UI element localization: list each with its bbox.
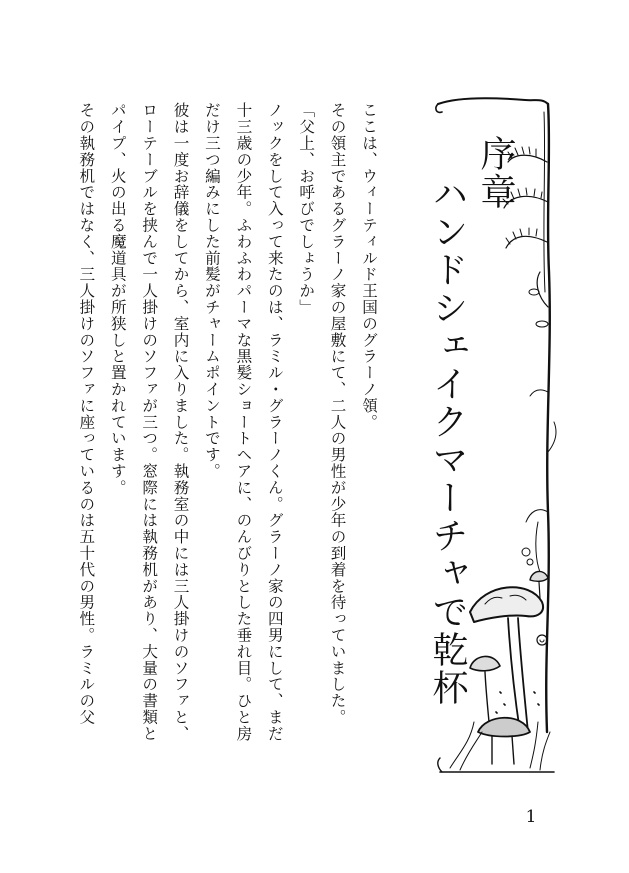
- paragraph: ノックをして入って来たのは、ラミル・グラーノくん。グラーノ家の四男にして、まだ十三歳の少年。ふわふわパーマな黒髪ショートヘアに、のんびりとした垂れ目。ひと房だけ三つ編みにした前髪がチャームポイントです。: [202, 102, 284, 742]
- chapter-label: 序章: [475, 135, 516, 211]
- paragraph: その領主であるグラーノ家の屋敷にて、二人の男性が少年の到着を待っていました。: [328, 102, 347, 726]
- paragraph: ここは、ウィーティルド王国のグラーノ領。: [360, 102, 378, 430]
- paragraph: その執務机ではなく、三人掛けのソファに座っているのは五十代の男性。ラミルの父: [77, 102, 96, 726]
- paragraph: 彼は一度お辞儀をしてから、室内に入りました。執務室の中には三人掛けのソファと、ローテーブルを挟んで一人掛けのソファが三つ。窓際には執務机があり、大量の書類とパイプ、火の出る魔道具が所狭しと置かれています。: [108, 102, 190, 742]
- body-text: [0, 102, 384, 757]
- page-number: 1: [525, 807, 537, 827]
- paragraph: 「父上、お呼びでしょうか」: [297, 102, 316, 316]
- mushroom-vine-illustration: [430, 92, 560, 782]
- chapter-heading: ハンドシェイクマーチャで乾杯: [427, 175, 468, 707]
